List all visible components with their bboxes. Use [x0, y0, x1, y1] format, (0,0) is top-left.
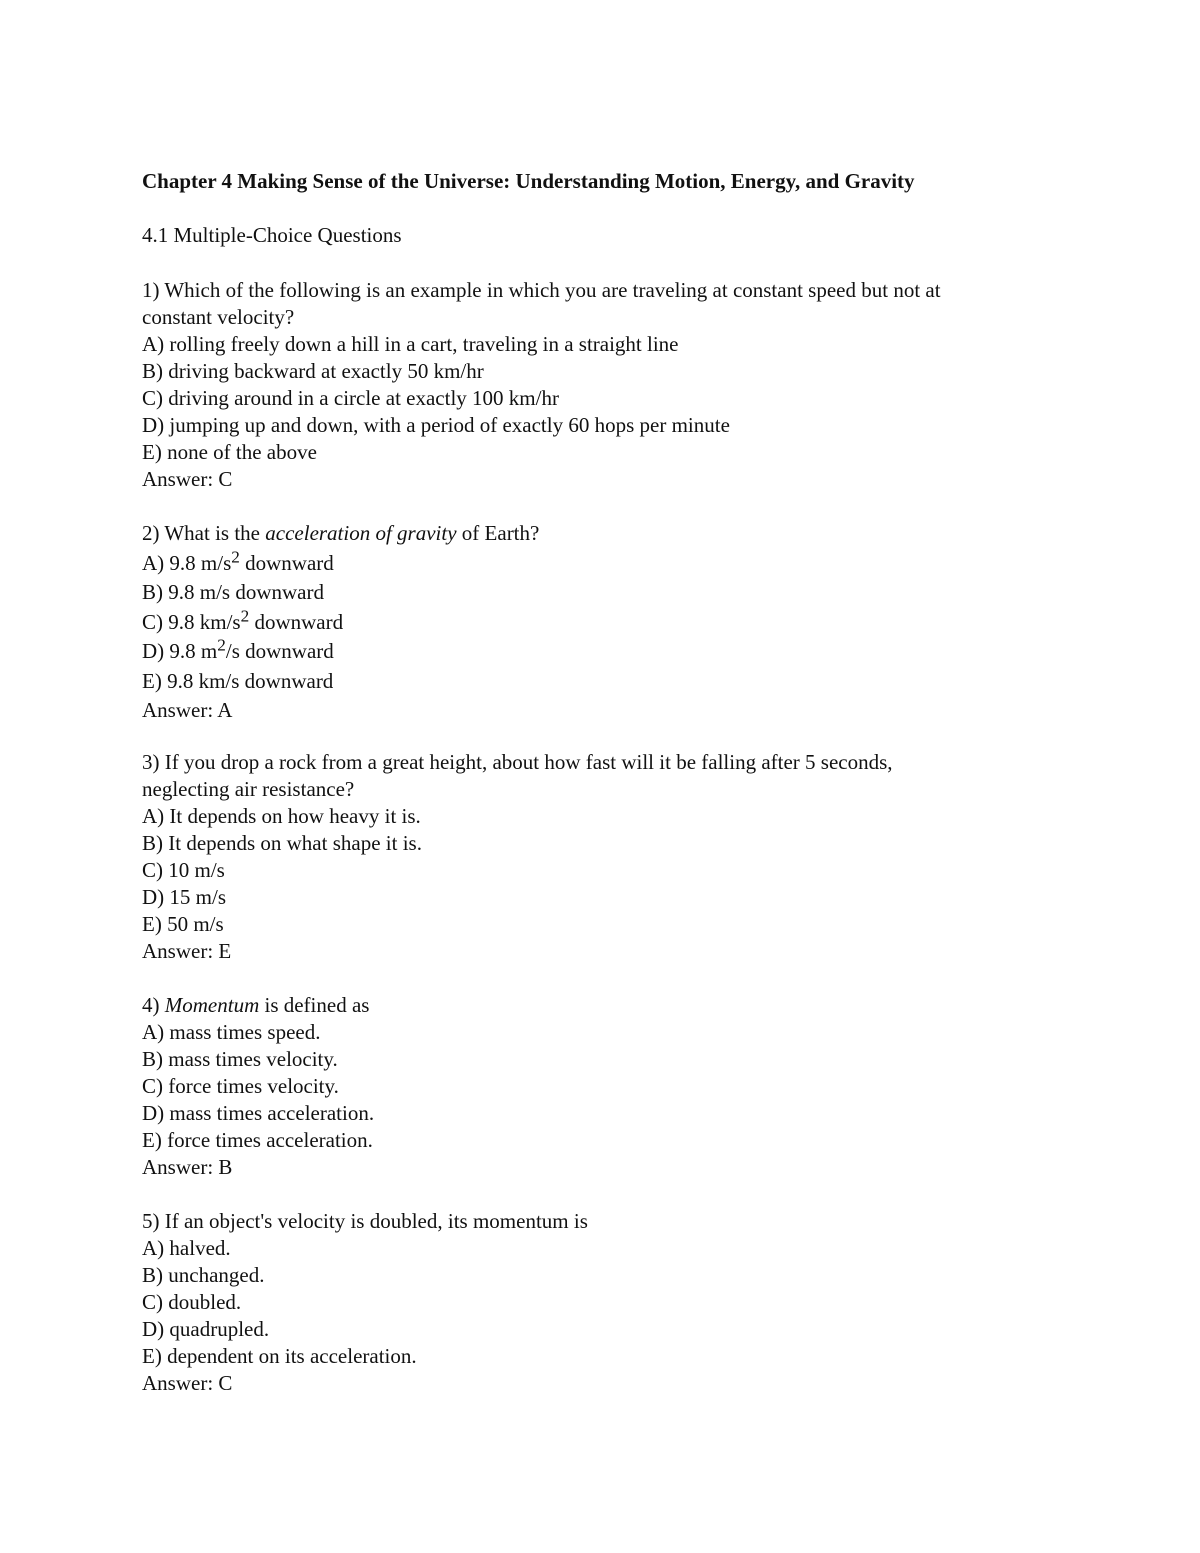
question-4-option-e: E) force times acceleration. — [142, 1128, 373, 1152]
question-4-stem-post: is defined as — [259, 993, 370, 1017]
question-3-option-b: B) It depends on what shape it is. — [142, 831, 422, 855]
question-5-option-d: D) quadrupled. — [142, 1317, 270, 1341]
question-1-option-d: D) jumping up and down, with a period of exactly 60 hops per minute — [142, 413, 730, 437]
question-2-option-b — [142, 578, 1062, 608]
option-text: /s downward — [225, 639, 334, 663]
question-4-stem-pre: 4) — [142, 993, 165, 1017]
question-5-answer: Answer: C — [142, 1371, 233, 1395]
question-3-option-e: E) 50 m/s — [142, 912, 224, 936]
question-3-option-d: D) 15 m/s — [142, 885, 226, 909]
question-2-option-e — [142, 667, 1062, 697]
question-4-answer: Answer: B — [142, 1155, 233, 1179]
question-2-stem-emphasis: acceleration of gravity — [265, 521, 457, 545]
question-3-answer: Answer: E — [142, 939, 232, 963]
question-4-option-b: B) mass times velocity. — [142, 1047, 338, 1071]
question-3-option-c: C) 10 m/s — [142, 858, 225, 882]
question-3-stem: 3) If you drop a rock from a great height, about how fast will it be falling after 5 seconds, — [142, 750, 893, 774]
question-4-option-c: C) force times velocity. — [142, 1074, 339, 1098]
question-5-stem: 5) If an object's velocity is doubled, its momentum is — [142, 1209, 588, 1233]
question-1-option-e: E) none of the above — [142, 440, 317, 464]
question-4-option-d: D) mass times acceleration. — [142, 1101, 375, 1125]
question-2-stem-post: of Earth? — [456, 521, 540, 545]
question-4-stem — [142, 992, 1062, 1019]
question-1-stem: 1) Which of the following is an example in which you are traveling at constant speed but not at — [142, 278, 941, 302]
question-3 — [142, 749, 1062, 965]
option-text: E) 9.8 km/s downward — [142, 668, 334, 693]
option-text: A) 9.8 m/s — [142, 550, 232, 575]
question-2-answer: Answer: A — [142, 698, 233, 722]
question-1-option-c: C) driving around in a circle at exactly 100 km/hr — [142, 386, 559, 410]
question-5 — [142, 1208, 1062, 1397]
question-4-option-a: A) mass times speed. — [142, 1020, 321, 1044]
question-2-option-d — [142, 637, 1062, 667]
question-3-stem-cont: neglecting air resistance? — [142, 777, 355, 801]
question-4-stem-emphasis: Momentum — [164, 993, 260, 1017]
question-1-option-a: A) rolling freely down a hill in a cart, traveling in a straight line — [142, 332, 679, 356]
question-5-option-e: E) dependent on its acceleration. — [142, 1344, 417, 1368]
question-1-answer: Answer: C — [142, 467, 233, 491]
superscript: 2 — [240, 605, 250, 625]
chapter-title: Chapter 4 Making Sense of the Universe: Understanding Motion, Energy, and Gravity — [142, 169, 915, 193]
question-2-stem — [142, 519, 1062, 549]
option-text: downward — [249, 609, 344, 634]
question-1-option-b: B) driving backward at exactly 50 km/hr — [142, 359, 484, 383]
question-5-option-c: C) doubled. — [142, 1290, 242, 1314]
option-text: D) 9.8 m — [142, 639, 218, 663]
question-4 — [142, 992, 1062, 1181]
option-text: B) 9.8 m/s downward — [142, 580, 324, 604]
question-3-option-a: A) It depends on how heavy it is. — [142, 804, 421, 828]
question-2 — [142, 519, 1062, 726]
option-text: downward — [239, 550, 334, 575]
question-2-option-c — [142, 605, 1062, 638]
question-2-option-a — [142, 546, 1062, 579]
question-1-stem-cont: constant velocity? — [142, 305, 295, 329]
superscript: 2 — [217, 635, 226, 655]
question-2-stem-pre: 2) What is the — [142, 521, 266, 545]
option-text: C) 9.8 km/s — [142, 609, 241, 634]
question-5-option-b: B) unchanged. — [142, 1263, 265, 1287]
question-1 — [142, 277, 1062, 493]
section-heading: 4.1 Multiple-Choice Questions — [142, 223, 402, 247]
question-5-option-a: A) halved. — [142, 1236, 231, 1260]
superscript: 2 — [231, 546, 240, 566]
